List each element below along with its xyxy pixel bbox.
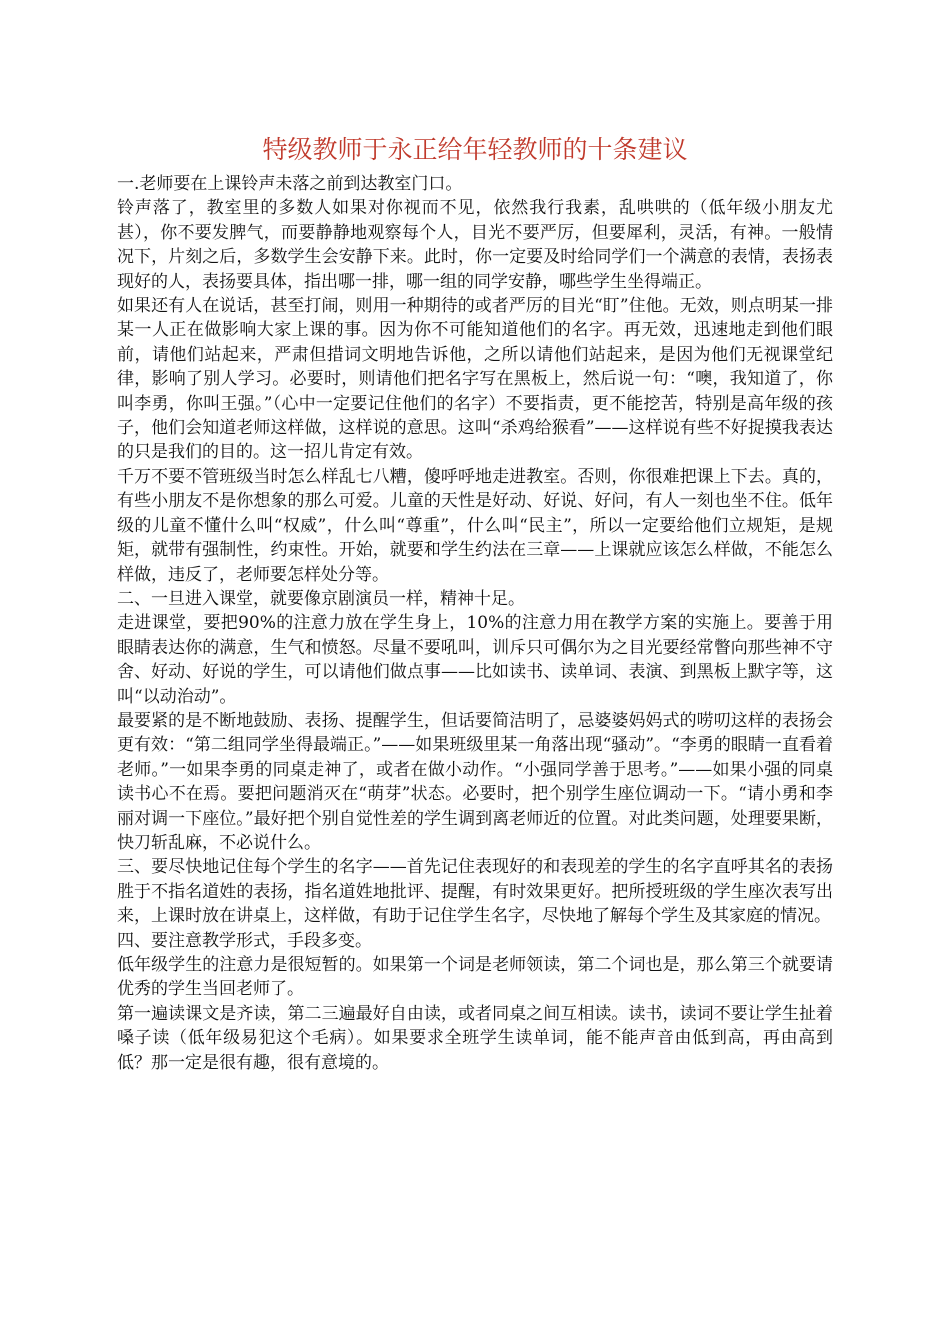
paragraph-11: 第一遍读课文是齐读，第二三遍最好自由读，或者同桌之间互相读。读书，读词不要让学生扯着嗓子读（低年级易犯这个毛病）。如果要求全班学生读单词，能不能声音由低到高，再由高到低？那一定是很有趣，很有意境的。: [117, 1003, 833, 1073]
paragraph-9: 四、要注意教学形式，手段多变。: [117, 930, 372, 951]
paragraph-4: 千万不要不管班级当时怎么样乱七八糟，傻呼呼地走进教室。否则，你很难把课上下去。真的，有些小朋友不是你想象的那么可爱。儿童的天性是好动、好说、好问，有人一刻也坐不住。低年级的儿童不懂什么叫“权威”，什么叫“尊重”，什么叫“民主”，所以一定要给他们立规矩，是规矩，就带有强制性，约束性。开始，就要和学生约法在三章——上课就应该怎么样做，不能怎么样做，违反了，老师要怎样处分等。: [117, 466, 833, 585]
paragraph-10: 低年级学生的注意力是很短暂的。如果第一个词是老师领读，第二个词也是，那么第三个就要请优秀的学生当回老师了。: [117, 955, 833, 1000]
paragraph-1: 一.老师要在上课铃声未落之前到达教室门口。: [117, 174, 463, 194]
paragraph-3: 如果还有人在说话，甚至打闹，则用一种期待的或者严厉的目光“盯”住他。无效，则点明某一排某一人正在做影响大家上课的事。因为你不可能知道他们的名字。再无效，迅速地走到他们眼前，请他们站起来，严肃但措词文明地告诉他，之所以请他们站起来，是因为他们无视课堂纪律，影响了别人学习。必要时，则请他们把名字写在黑板上，然后说一句：“噢，我知道了，你叫李勇，你叫王强。”（心中一定要记住他们的名字）不要指责，更不能挖苦，特别是高年级的孩子，他们会知道老师这样做，这样说的意思。这叫“杀鸡给猴看”——这样说有些不好捉摸我表达的只是我们的目的。这一招儿肯定有效。: [117, 296, 833, 463]
document-title: 特级教师于永正给年轻教师的十条建议: [262, 135, 688, 164]
paragraph-2: 铃声落了，教室里的多数人如果对你视而不见，依然我行我素，乱哄哄的（低年级小朋友尤甚），你不要发脾气，而要静静地观察每个人，目光不要严厉，但要犀利，灵活，有神。一般情况下，片刻之后，多数学生会安静下来。此时，你一定要及时给同学们一个满意的表情，表扬表现好的人，表扬要具体，指出哪一排，哪一组的同学安静，哪些学生坐得端正。: [117, 198, 833, 292]
document-page: [117, 130, 833, 1075]
paragraph-5: 二、一旦进入课堂，就要像京剧演员一样，精神十足。: [117, 588, 525, 609]
paragraph-8: 三、要尽快地记住每个学生的名字——首先记住表现好的和表现差的学生的名字直呼其名的表扬胜于不指名道姓的表扬，指名道姓地批评、提醒，有时效果更好。把所授班级的学生座次表写出来，上课时放在讲桌上，这样做，有助于记住学生名字，尽快地了解每个学生及其家庭的情况。: [117, 857, 833, 927]
paragraph-6: 走进课堂，要把90%的注意力放在学生身上，10%的注意力用在教学方案的实施上。要善于用眼睛表达你的满意，生气和愤怒。尽量不要吼叫，训斥只可偶尔为之目光要经常瞥向那些神不守舍、好动、好说的学生，可以请他们做点事——比如读书、读单词、表演、到黑板上默字等，这叫“以动治动”。: [117, 613, 833, 707]
paragraph-7: 最要紧的是不断地鼓励、表扬、提醒学生，但话要简洁明了，忌婆婆妈妈式的唠叨这样的表扬会更有效：“第二组同学坐得最端正。”——如果班级里某一角落出现“骚动”。“李勇的眼睛一直看着老师。”一如果李勇的同桌走神了，或者在做小动作。“小强同学善于思考。”——如果小强的同桌读书心不在焉。要把问题消灭在“萌芽”状态。必要时，把个别学生座位调动一下。“请小勇和李丽对调一下座位。”最好把个别自觉性差的学生调到离老师近的位置。对此类问题，处理要果断，快刀斩乱麻，不必说什么。: [117, 710, 833, 853]
